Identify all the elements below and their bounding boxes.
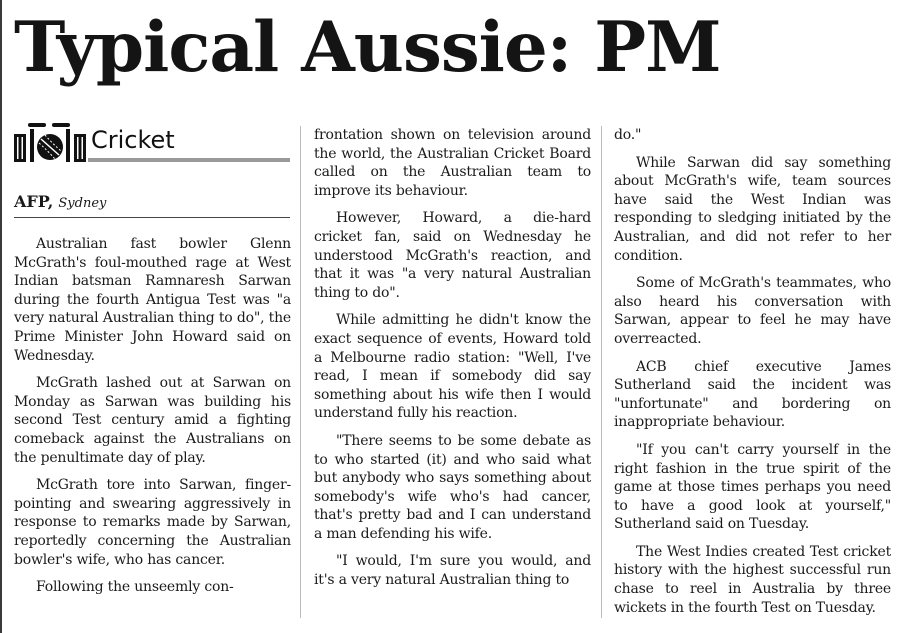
article-paragraph: "If you can't carry yourself in the right fashion in the true spirit of the game at those times perhaps you need to have a good look at yourself," Sutherland said on Tuesday. (614, 441, 891, 533)
article-paragraph: Australian fast bowler Glenn McGrath's foul-mouthed rage at West Indian batsman Ramnaresh Sarwan during the fourth Antigua Test was "a very natural Australian thing to do", the Prime Minister John Howard said on Wednesday. (14, 236, 291, 364)
cricket-ball-wicket-icon (14, 120, 88, 162)
section-label: Cricket (91, 126, 175, 154)
article-paragraph: The West Indies created Test cricket history with the highest successful run chase to reel in Australia by three wickets in the fourth Test on Tuesday. (614, 543, 891, 616)
article-paragraph: "There seems to be some debate as to who started (it) and who said what but anybody who says something about somebody's wife who's had cancer, that's pretty bad and I can understand a man defending his wife. (314, 432, 591, 542)
article-column-1 (14, 235, 291, 606)
article-paragraph: ACB chief executive James Sutherland said the incident was "unfortunate" and bordering on inappropriate behaviour. (614, 358, 891, 431)
article-paragraph: While admitting he didn't know the exact sequence of events, Howard told a Melbourne radio station: "Well, I've read, I mean if somebody did say something about his wife then I would understand fully his reaction. (314, 312, 591, 422)
article-column-2 (314, 126, 591, 599)
byline-agency: AFP, (14, 192, 54, 211)
column-divider (300, 126, 301, 618)
article-paragraph: While Sarwan did say something about McGrath's wife, team sources have said the West Indian was responding to sledging initiated by the Australian, and did not refer to her condition. (614, 154, 891, 264)
article-paragraph: However, Howard, a die-hard cricket fan, said on Wednesday he understood McGrath's reaction, and that it was "a very natural Australian thing to do". (314, 210, 591, 301)
byline-rule (14, 217, 290, 218)
page-edge-rule (0, 0, 2, 633)
column-divider (601, 126, 602, 618)
article-paragraph: frontation shown on television around the world, the Australian Cricket Board called on the Australian team to improve its behaviour. (314, 127, 591, 199)
article-paragraph: McGrath lashed out at Sarwan on Monday as Sarwan was building his second Test century amid a fighting comeback against the Australians on the penultimate day of play. (14, 375, 291, 466)
article-paragraph: "I would, I'm sure you would, and it's a very natural Australian thing to (314, 553, 591, 589)
section-tag (14, 120, 290, 164)
section-rule (88, 158, 290, 162)
byline-place: Sydney (58, 196, 107, 211)
article-paragraph: Some of McGrath's teammates, who also heard his conversation with Sarwan, appear to feel he may have overreacted. (614, 275, 891, 347)
article-column-3 (614, 126, 891, 626)
article-paragraph: do." (614, 127, 642, 143)
byline (14, 192, 106, 214)
headline: Typical Aussie: PM (14, 7, 721, 88)
article-paragraph: Following the unseemly con- (36, 579, 234, 596)
article-paragraph: McGrath tore into Sarwan, finger-pointing and swearing aggressively in response to remarks made by Sarwan, reportedly concerning the Australian bowler's wife, who has cancer. (14, 477, 291, 568)
